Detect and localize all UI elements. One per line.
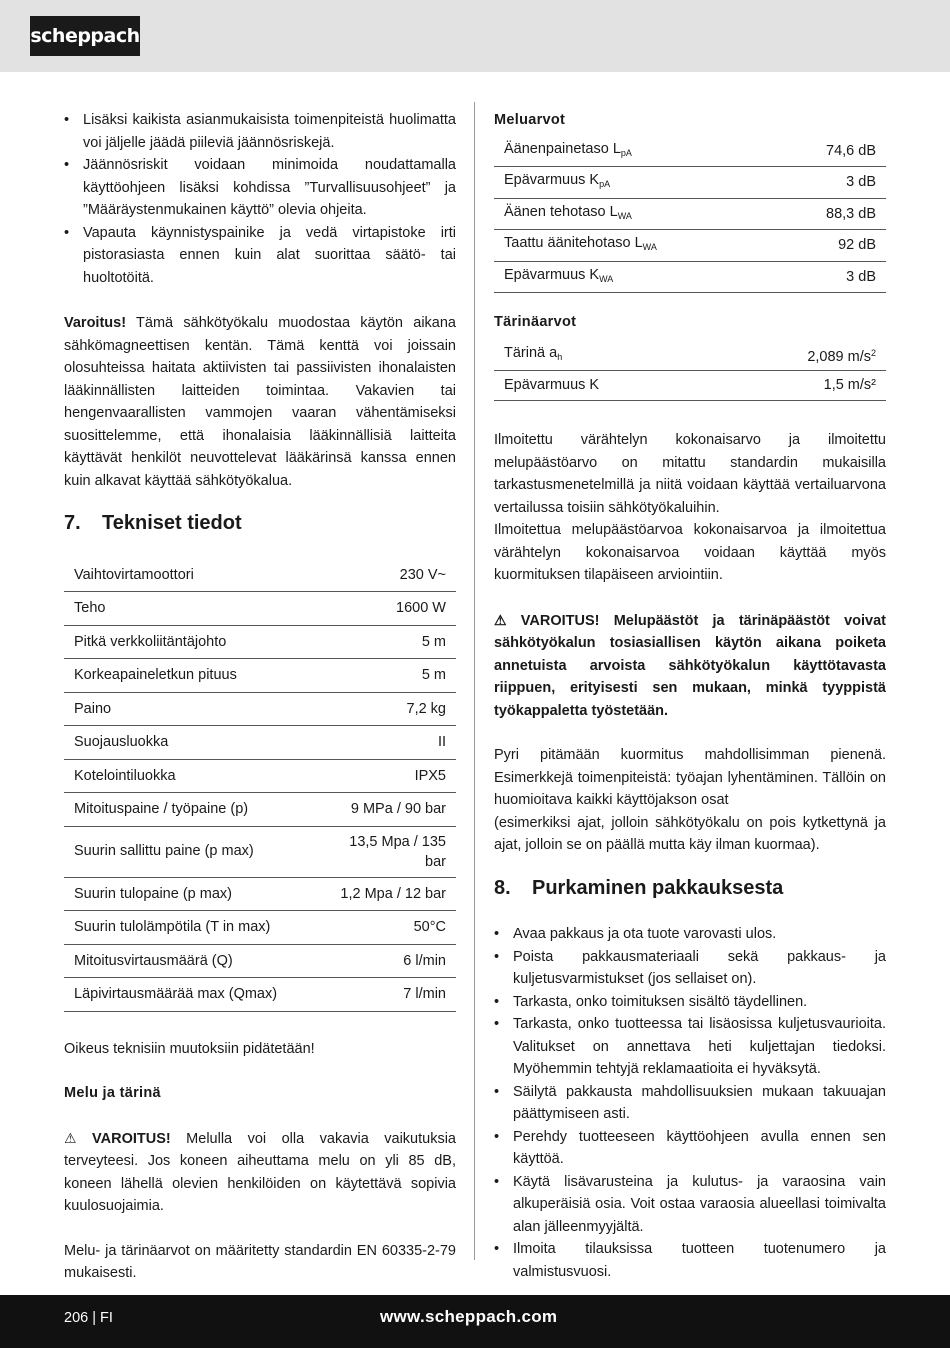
standard-paragraph: Melu- ja tärinäarvot on määritetty standardin EN 60335-2-79 mukaisesti. xyxy=(64,1242,456,1281)
page-footer xyxy=(0,1295,950,1348)
list-item: • Ilmoita tilauksissa tuotteen tuotenumero ja valmistusvuosi. xyxy=(494,1238,886,1283)
noise-label-text: Epävarmuus K xyxy=(504,172,600,188)
spec-value: 50°C xyxy=(324,911,456,945)
list-item: • Perehdy tuotteeseen käyttöohjeen avulla ennen sen käyttöä. xyxy=(494,1126,886,1171)
section-title: Tekniset tiedot xyxy=(102,512,242,534)
spec-label: Läpivirtausmäärää max (Qmax) xyxy=(64,978,324,1012)
vibration-label xyxy=(494,340,715,371)
table-row xyxy=(64,978,456,1012)
spec-label: Mitoituspaine / työpaine (p) xyxy=(64,793,324,827)
list-item: • Avaa pakkaus ja ota tuote varovasti ulos. xyxy=(494,923,886,946)
page-number: 206 | FI xyxy=(64,1310,113,1326)
emf-warning-label: Varoitus! xyxy=(64,315,127,331)
vibration-label-text: Tärinä a xyxy=(504,344,558,361)
emission-warning-label: VAROITUS! xyxy=(520,612,600,629)
noise-vibration-heading: Melu ja tärinä xyxy=(64,1085,161,1101)
warning-triangle-icon: ⚠ xyxy=(494,611,507,628)
table-row xyxy=(64,659,456,693)
spec-label: Suurin tulolämpötila (T in max) xyxy=(64,911,324,945)
declared-values-paragraph: Ilmoitettu värähtelyn kokonaisarvo ja ilmoitettu melupäästöarvo on mitattu standardin mukaisilla tarkastusmenetelmillä ja niitä voidaan käyttää vertailuarvona vertailussa toisiin sähkötyökaluihin. xyxy=(494,432,886,516)
noise-warning-label: VAROITUS! xyxy=(92,1130,171,1147)
table-row xyxy=(64,726,456,760)
spec-value: 6 l/min xyxy=(324,944,456,978)
noise-label xyxy=(494,198,773,230)
list-item: • Käytä lisävarusteina ja kulutus- ja varaosina vain alkuperäisiä osia. Voit ostaa varaosia alueellasi toimivalta alan jälleenmyyjältä. xyxy=(494,1171,886,1239)
list-item: • Poista pakkausmateriaali sekä pakkaus- ja kuljetusvarmistukset (jos sellaiset on). xyxy=(494,946,886,991)
table-row xyxy=(494,167,886,199)
table-row xyxy=(494,371,886,401)
table-row xyxy=(64,625,456,659)
list-item: • Tarkasta, onko toimituksen sisältö täydellinen. xyxy=(494,991,886,1014)
spec-label: Korkeapaineletkun pituus xyxy=(64,659,324,693)
spec-value: 13,5 Mpa / 135 bar xyxy=(324,826,456,877)
spec-value: 9 MPa / 90 bar xyxy=(324,793,456,827)
noise-label xyxy=(494,167,773,199)
emf-warning-paragraph xyxy=(64,312,456,492)
section-title: Purkaminen pakkauksesta xyxy=(532,876,784,899)
spec-value: IPX5 xyxy=(324,759,456,793)
spec-value: II xyxy=(324,726,456,760)
noise-warning-text: Melulla voi olla vakavia vaikutuksia terveyteesi. Jos koneen aiheuttama melu on yli 85 dB, koneen lähellä olevien henkilöiden on käytettävä sopivia kuulosuojaimia. xyxy=(64,1130,456,1214)
examples-paragraph: (esimerkiksi ajat, jolloin sähkötyökalu on pois kytkettynä ja ajat, jolloin se on päällä mutta käy ilman kuormaa). xyxy=(494,814,886,853)
spec-value: 1,2 Mpa / 12 bar xyxy=(324,877,456,911)
noise-label xyxy=(494,261,773,293)
spec-value: 7,2 kg xyxy=(324,692,456,726)
noise-label-subscript: pA xyxy=(620,147,632,158)
noise-label-text: Epävarmuus K xyxy=(504,266,600,283)
vibration-label: Epävarmuus K xyxy=(494,371,715,401)
noise-value: 92 dB xyxy=(773,230,886,262)
vibration-value-superscript: 2 xyxy=(870,347,876,358)
list-item: • Tarkasta, onko tuotteessa tai lisäosissa kuljetusvaurioita. Valitukset on annettava heti kuljettajan tiedoksi. Myöhemmin tehtyjä reklamaatioita ei hyväksytä. xyxy=(494,1013,886,1081)
page-header xyxy=(0,0,950,72)
residual-risk-list xyxy=(64,109,456,289)
spec-label: Suurin tulopaine (p max) xyxy=(64,877,324,911)
table-row xyxy=(494,136,886,167)
noise-label-subscript: WA xyxy=(617,210,632,221)
vibration-label-subscript: h xyxy=(557,351,563,362)
section-heading-8 xyxy=(494,877,886,900)
vibration-value xyxy=(715,340,886,371)
table-row xyxy=(64,911,456,945)
spec-label: Pitkä verkkoliitäntäjohto xyxy=(64,625,324,659)
brand-logo xyxy=(30,16,140,56)
noise-label-text: Äänen tehotaso L xyxy=(504,203,618,220)
noise-label-text: Taattu äänitehotaso L xyxy=(504,235,643,251)
emf-warning-text: Tämä sähkötyökalu muodostaa käytön aikana sähkömagneettisen kentän. Tämä kenttä voi joissain olosuhteissa haitata aktiivisten tai passiivisten ihonalaisten lääkinnällisten laitteiden toimintaa. Vakavien tai hengenvaarallisten vammojen vaaran vähentämiseksi suosittelemme, että ihonalaisia lääkinnällisiä laitteita käyttävät henkilöt neuvottelevat lääkärinsä kanssa ennen kuin alkavat käyttää sähkötyökalua. xyxy=(64,315,456,489)
technical-changes-note: Oikeus teknisiin muutoksiin pidätetään! xyxy=(64,1040,315,1057)
emission-warning-text: Melupäästöt ja tärinäpäästöt voivat sähkötyökalun tosiasiallisen käytön aikana poiketa annetuista arvoista sähkötyökalun käyttötavasta riippuen, erityisesti sen mukaan, minkä tyyppistä työkappaletta työstetään. xyxy=(494,612,887,719)
spec-label: Kotelointiluokka xyxy=(64,759,324,793)
section-number: 8. xyxy=(494,876,511,899)
table-row xyxy=(64,592,456,626)
noise-value: 88,3 dB xyxy=(773,198,886,230)
vibration-values-heading: Tärinäarvot xyxy=(494,314,577,330)
noise-label xyxy=(494,136,773,167)
list-item: • Säilytä pakkausta mahdollisuuksien mukaan takuuajan päättymiseen asti. xyxy=(494,1081,886,1126)
noise-label-text: Äänenpainetaso L xyxy=(504,140,621,157)
spec-value: 5 m xyxy=(324,659,456,693)
emission-warning-paragraph xyxy=(494,609,886,723)
table-row xyxy=(494,261,886,293)
noise-values-heading: Meluarvot xyxy=(494,112,566,128)
spec-value: 5 m xyxy=(324,625,456,659)
table-row xyxy=(64,759,456,793)
noise-values-table xyxy=(494,136,886,294)
noise-warning-paragraph xyxy=(64,1127,456,1218)
technical-data-table xyxy=(64,559,456,1012)
spec-value: 230 V~ xyxy=(324,559,456,592)
table-row xyxy=(64,793,456,827)
spec-label: Mitoitusvirtausmäärä (Q) xyxy=(64,944,324,978)
noise-label xyxy=(494,230,773,262)
spec-label: Teho xyxy=(64,592,324,626)
spec-label: Paino xyxy=(64,692,324,726)
table-row xyxy=(494,230,886,262)
noise-label-subscript: WA xyxy=(642,242,657,252)
section-number: 7. xyxy=(64,512,81,534)
estimation-paragraph: Ilmoitettua melupäästöarvoa kokonaisarvoa ja ilmoitettua värähtelyn kokonaisarvoa voidaan käyttää myös kuormituksen tilapäiseen arviointiin. xyxy=(494,522,886,583)
list-item: • Jäännösriskit voidaan minimoida noudattamalla käyttöohjeen lisäksi kohdissa ”Turvallisuusohjeet” ja ”Määräystenmukainen käyttö” olevia ohjeita. xyxy=(64,154,456,222)
column-divider xyxy=(474,102,475,1260)
brand-logo-text: scheppach xyxy=(30,25,140,47)
list-item: • Vapauta käynnistyspainike ja vedä virtapistoke irti pistorasiasta ennen kuin alat suorittaa säätö- tai huoltotöitä. xyxy=(64,222,456,290)
table-row xyxy=(64,944,456,978)
unpacking-list xyxy=(494,923,886,1283)
right-column xyxy=(494,109,886,1283)
noise-label-subscript: WA xyxy=(599,273,614,284)
table-row xyxy=(494,198,886,230)
list-item: • Lisäksi kaikista asianmukaisista toimenpiteistä huolimatta voi jäljelle jäädä piileviä jäännösriskejä. xyxy=(64,109,456,154)
noise-label-subscript: pA xyxy=(599,179,611,189)
noise-value: 3 dB xyxy=(773,167,886,199)
website-link[interactable]: www.scheppach.com xyxy=(380,1307,558,1326)
section-heading-7 xyxy=(64,512,456,535)
table-row xyxy=(64,877,456,911)
vibration-value-text: 2,089 m/s xyxy=(807,348,871,365)
table-row xyxy=(64,559,456,592)
spec-value: 7 l/min xyxy=(324,978,456,1012)
vibration-values-table xyxy=(494,340,886,402)
spec-value: 1600 W xyxy=(324,592,456,626)
spec-label: Suurin sallittu paine (p max) xyxy=(64,826,324,877)
load-reduction-paragraph: Pyri pitämään kuormitus mahdollisimman pienenä. Esimerkkejä toimenpiteistä: työajan lyhentäminen. Tällöin on huomioitava kaikki käyttöjakson osat xyxy=(494,747,886,808)
vibration-value: 1,5 m/s² xyxy=(715,371,886,401)
noise-value: 3 dB xyxy=(773,261,886,293)
left-column xyxy=(64,109,456,1285)
spec-label: Suojausluokka xyxy=(64,726,324,760)
noise-value: 74,6 dB xyxy=(773,136,886,167)
warning-triangle-icon: ⚠ xyxy=(64,1129,77,1146)
table-row xyxy=(64,692,456,726)
table-row xyxy=(64,826,456,877)
spec-label: Vaihtovirtamoottori xyxy=(64,559,324,592)
table-row xyxy=(494,340,886,371)
